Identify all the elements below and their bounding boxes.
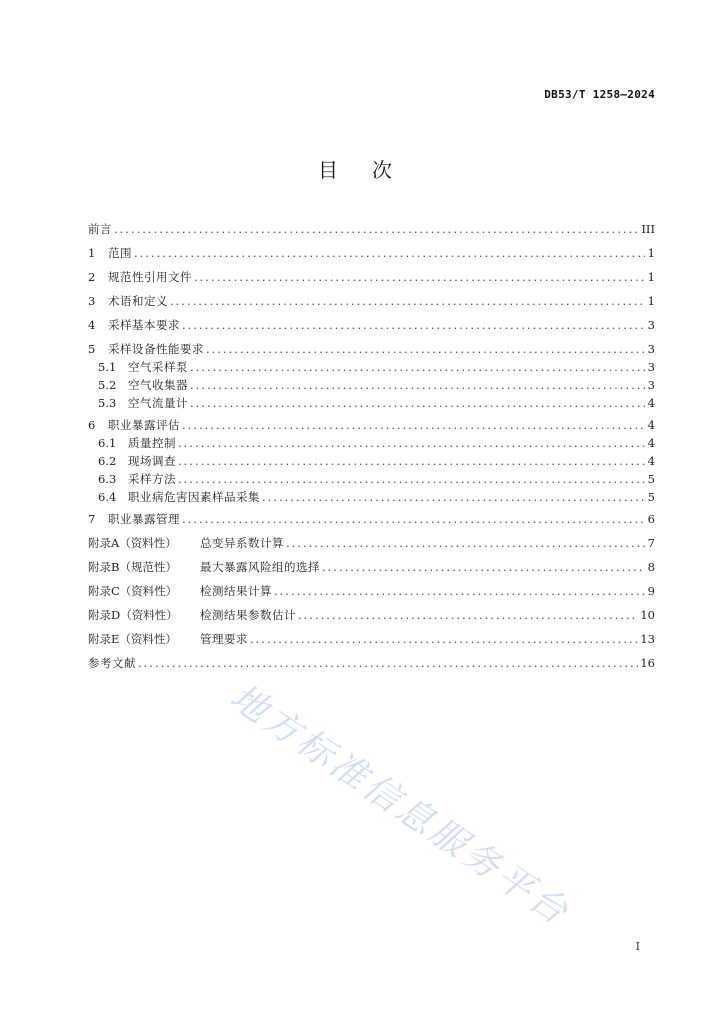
toc-entry[interactable] [88,220,655,238]
toc-entry-label: 现场调查 [128,454,176,468]
toc-dot-leader [138,654,638,672]
toc-entry-number: 附录D（资料性） [88,608,178,622]
toc-dot-leader [298,606,638,624]
toc-dot-leader [178,470,645,488]
toc-entry-label: 空气流量计 [128,396,188,410]
toc-entry-number: 5 [88,342,96,356]
toc-entry-label: 检测结果参数估计 [200,608,296,622]
toc-entry-page: 5 [647,472,655,486]
toc-dot-leader [170,292,645,310]
toc-dot-leader [206,340,645,358]
toc-entry-page: 1 [647,246,655,260]
toc-title: 目次 [318,158,426,182]
toc-entry-page: 3 [647,318,655,332]
toc-entry-label: 管理要求 [200,632,248,646]
toc-entry-page: 1 [647,270,655,284]
toc-entry-label: 采样基本要求 [108,318,180,332]
toc-entry[interactable] [88,340,655,358]
toc-dot-leader [190,358,645,376]
page-number: I [635,940,640,953]
toc-entry-label: 职业暴露评估 [108,418,180,432]
toc-entry[interactable] [88,358,655,376]
toc-entry-label: 最大暴露风险组的选择 [200,560,320,574]
toc-entry[interactable] [88,488,655,506]
toc-entry-label: 总变异系数计算 [200,536,284,550]
toc-dot-leader [178,434,645,452]
toc-entry-number: 2 [88,270,96,284]
toc-entry[interactable] [88,534,655,552]
toc-entry-number: 4 [88,318,96,332]
toc-entry-number: 6 [88,418,96,432]
toc-entry-page: 16 [640,656,655,670]
toc-entry[interactable] [88,376,655,394]
toc-entry-label: 职业病危害因素样品采集 [128,490,260,504]
toc-entry-number: 1 [88,246,96,260]
toc-dot-leader [322,558,645,576]
toc-dot-leader [194,268,645,286]
toc-entry-page: 1 [647,294,655,308]
toc-entry-page: III [641,222,655,236]
toc-entry-page: 10 [640,608,655,622]
toc-entry-label: 空气采样泵 [128,360,188,374]
document-code: DB53/T 1258—2024 [544,88,655,101]
toc-entry-label: 采样设备性能要求 [108,342,204,356]
toc-entry-label: 规范性引用文件 [108,270,192,284]
toc-entry[interactable] [88,268,655,286]
toc-entry-label: 参考文献 [88,656,136,670]
toc-dot-leader [182,316,645,334]
toc-entry[interactable] [88,582,655,600]
toc-entry[interactable] [88,244,655,262]
toc-entry-page: 13 [640,632,655,646]
toc-entry-label: 前言 [88,222,112,236]
toc-entry[interactable] [88,606,655,624]
toc-dot-leader [182,510,645,528]
toc-entry-label: 范围 [108,246,132,260]
toc-entry-page: 6 [647,512,655,526]
toc-entry-number: 5.1 [98,360,117,374]
toc-entry-number: 附录C（资料性） [88,584,178,598]
toc-dot-leader [286,534,645,552]
toc-entry-page: 7 [647,536,655,550]
toc-entry[interactable] [88,630,655,648]
toc-entry-number: 6.3 [98,472,117,486]
toc-entry-label: 检测结果计算 [200,584,272,598]
toc-entry-number: 3 [88,294,96,308]
toc-entry[interactable] [88,510,655,528]
toc-entry-number: 6.1 [98,436,117,450]
toc-entry-number: 6.4 [98,490,117,504]
toc-entry-page: 5 [647,490,655,504]
toc-dot-leader [190,394,645,412]
toc-entry[interactable] [88,470,655,488]
toc-dot-leader [114,220,639,238]
toc-entry-number: 6.2 [98,454,117,468]
toc-entry-page: 3 [647,378,655,392]
table-of-contents [88,220,655,672]
toc-entry-number: 附录E（资料性） [88,632,177,646]
watermark: 地方标准信息服务平台 [222,676,578,935]
toc-entry-label: 采样方法 [128,472,176,486]
toc-entry[interactable] [88,558,655,576]
toc-entry[interactable] [88,434,655,452]
toc-entry-page: 8 [647,560,655,574]
toc-entry-label: 术语和定义 [108,294,168,308]
toc-dot-leader [262,488,645,506]
toc-dot-leader [182,416,645,434]
toc-entry-page: 4 [647,418,655,432]
toc-dot-leader [250,630,638,648]
toc-entry-page: 4 [647,396,655,410]
toc-entry[interactable] [88,316,655,334]
toc-entry[interactable] [88,416,655,434]
toc-dot-leader [178,452,645,470]
toc-entry-page: 4 [647,436,655,450]
toc-entry[interactable] [88,654,655,672]
toc-entry-page: 3 [647,342,655,356]
toc-entry-number: 附录A（资料性） [88,536,177,550]
toc-entry-label: 职业暴露管理 [108,512,180,526]
toc-entry-label: 质量控制 [128,436,176,450]
toc-entry-page: 9 [647,584,655,598]
toc-entry[interactable] [88,452,655,470]
toc-entry-page: 4 [647,454,655,468]
toc-entry[interactable] [88,394,655,412]
toc-entry[interactable] [88,292,655,310]
toc-dot-leader [274,582,645,600]
toc-dot-leader [134,244,645,262]
toc-entry-label: 空气收集器 [128,378,188,392]
toc-entry-number: 附录B（规范性） [88,560,177,574]
toc-dot-leader [190,376,645,394]
toc-entry-number: 5.2 [98,378,117,392]
toc-entry-number: 7 [88,512,96,526]
toc-entry-number: 5.3 [98,396,117,410]
toc-entry-page: 3 [647,360,655,374]
